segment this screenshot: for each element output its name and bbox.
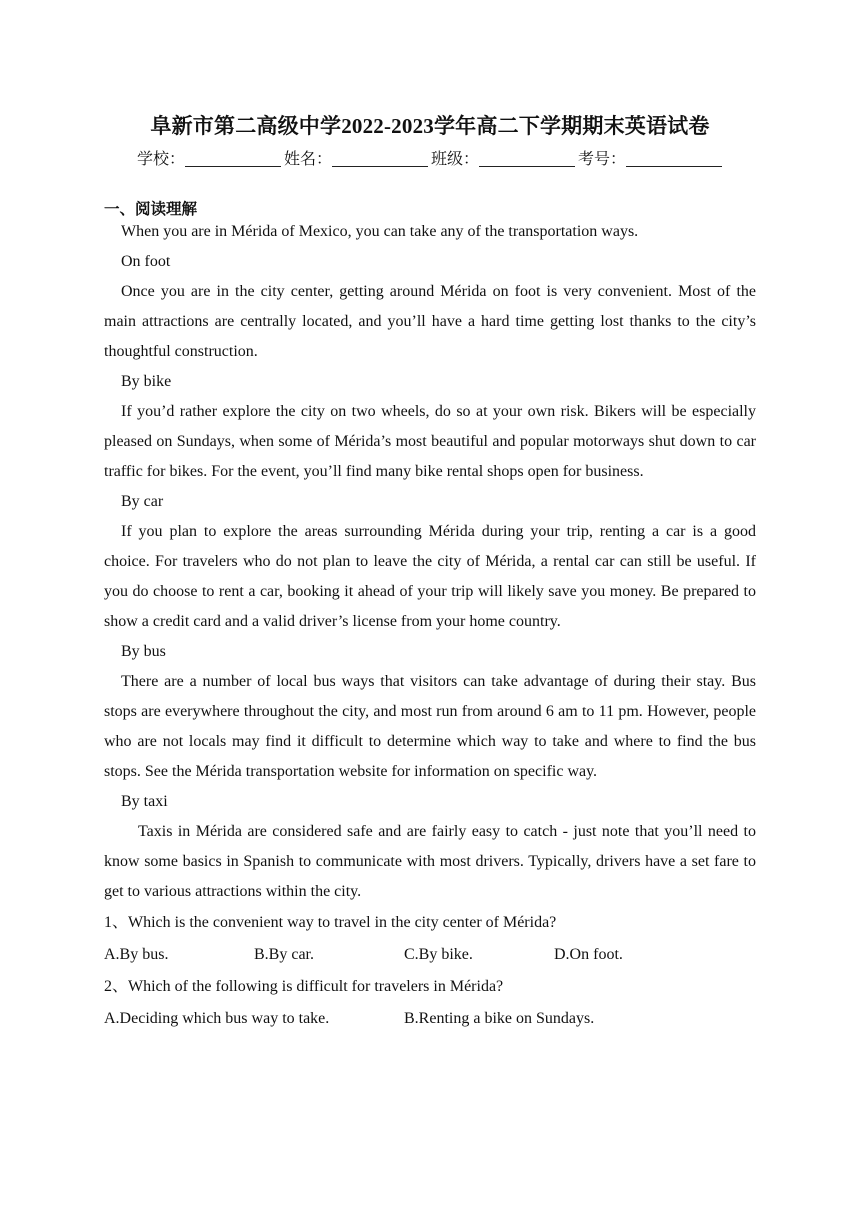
question-1-option-d[interactable]: D.On foot. (554, 946, 623, 963)
exam-number-blank[interactable] (626, 152, 722, 167)
paragraph-on-foot: Once you are in the city center, getting around Mérida on foot is very convenient. Most of the main attractions are centrally located, and you’ll have a hard time getting lost thanks to the city’s thoughtful construction. (104, 283, 756, 360)
name-blank[interactable] (332, 152, 428, 167)
section-title: 一、阅读理解 (104, 200, 198, 218)
question-1-stem: 1、Which is the convenient way to travel in the city center of Mérida? (104, 914, 557, 931)
class-blank[interactable] (479, 152, 575, 167)
paragraph-by-bus: There are a number of local bus ways that visitors can take advantage of during their stay. Bus stops are everywhere throughout the city, and most run from around 6 am to 11 pm. However, people who are not locals may find it difficult to determine which way to take and where to find the bus stops. See the Mérida transportation website for information on specific way. (104, 673, 756, 780)
question-2-options (104, 1003, 756, 1035)
question-2-option-b[interactable]: B.Renting a bike on Sundays. (404, 1010, 595, 1027)
reading-passage (104, 217, 756, 1035)
passage-intro: When you are in Mérida of Mexico, you can take any of the transportation ways. (121, 223, 639, 240)
heading-by-bike: By bike (121, 373, 172, 390)
question-1-option-b[interactable]: B.By car. (254, 946, 314, 963)
school-blank[interactable] (185, 152, 281, 167)
heading-by-taxi: By taxi (121, 793, 168, 810)
student-info-line (0, 146, 860, 169)
paragraph-by-car: If you plan to explore the areas surrounding Mérida during your trip, renting a car is a good choice. For travelers who do not plan to leave the city of Mérida, a rental car can still be useful. If you do choose to rent a car, booking it ahead of your trip will likely save you money. Be prepared to show a credit card and a valid driver’s license from your home country. (104, 523, 756, 630)
heading-on-foot: On foot (121, 253, 171, 270)
paragraph-by-bike: If you’d rather explore the city on two wheels, do so at your own risk. Bikers will be especially pleased on Sundays, when some of Mérida’s most beautiful and popular motorways shut down to car traffic for bikes. For the event, you’ll find many bike rental shops open for business. (104, 403, 756, 480)
question-1-option-c[interactable]: C.By bike. (404, 946, 473, 963)
paragraph-by-taxi: Taxis in Mérida are considered safe and are fairly easy to catch - just note that you’ll need to know some basics in Spanish to communicate with most drivers. Typically, drivers have a set fare to get to various attractions within the city. (104, 823, 756, 900)
class-label: 班级： (431, 149, 480, 168)
heading-by-bus: By bus (121, 643, 166, 660)
question-1-option-a[interactable]: A.By bus. (104, 946, 169, 963)
question-1-options (104, 939, 756, 971)
question-2-option-a[interactable]: A.Deciding which bus way to take. (104, 1010, 330, 1027)
exam-title: 阜新市第二高级中学2022-2023学年高二下学期期末英语试卷 (150, 114, 710, 138)
exam-number-label: 考号： (578, 149, 627, 168)
question-2-stem: 2、Which of the following is difficult for travelers in Mérida? (104, 978, 504, 995)
heading-by-car: By car (121, 493, 164, 510)
school-label: 学校： (136, 149, 185, 168)
name-label: 姓名： (283, 149, 332, 168)
